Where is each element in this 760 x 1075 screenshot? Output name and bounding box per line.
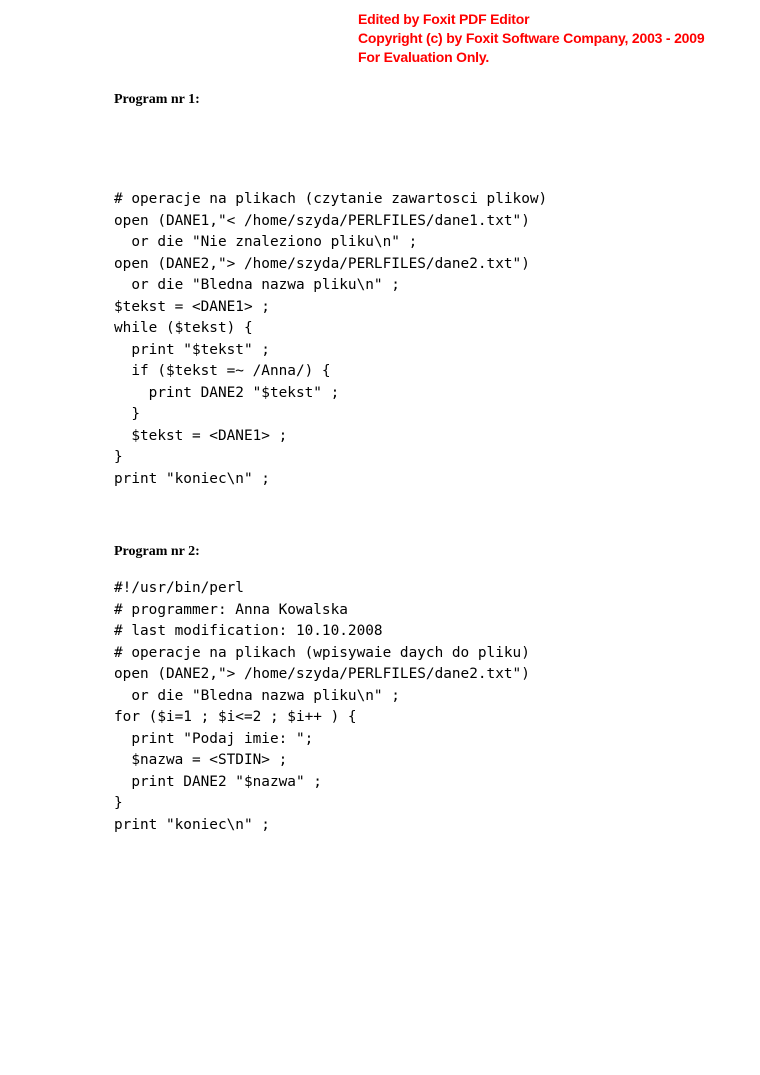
code-line: open (DANE1,"< /home/szyda/PERLFILES/dane1.txt") [114,212,530,229]
code-line: print "$tekst" ; [114,341,270,358]
program-2-code [114,578,530,836]
code-line: print "koniec\n" ; [114,470,270,487]
code-line: } [114,449,123,465]
code-line: if ($tekst =~ /Anna/) { [114,363,331,379]
code-line: while ($tekst) { [114,320,253,336]
code-line: open (DANE2,"> /home/szyda/PERLFILES/dane2.txt") [114,666,530,682]
code-line: or die "Nie znaleziono pliku\n" ; [114,234,418,250]
code-line: # operacje na plikach (wpisywaie daych do pliku) [114,644,530,661]
code-line: # operacje na plikach (czytanie zawartosci plikow) [114,191,548,207]
code-line: print DANE2 "$tekst" ; [114,384,340,401]
code-line: print "koniec\n" ; [114,816,270,833]
code-line: open (DANE2,"> /home/szyda/PERLFILES/dane2.txt") [114,255,530,272]
watermark-line-2: Copyright (c) by Foxit Software Company, 2003 - 2009 [358,30,705,46]
program-1-heading: Program nr 1: [114,92,200,107]
code-line: print DANE2 "$nazwa" ; [114,773,322,790]
code-line: $tekst = <DANE1> ; [114,298,270,315]
code-line: # last modification: 10.10.2008 [114,623,383,639]
code-line: # programmer: Anna Kowalska [114,601,348,618]
program-2-heading: Program nr 2: [114,544,200,559]
code-line: #!/usr/bin/perl [114,580,244,596]
code-line: } [114,795,123,811]
program-1-code [114,189,547,490]
watermark-line-3: For Evaluation Only. [358,49,490,65]
code-line: } [114,406,140,422]
watermark-line-1: Edited by Foxit PDF Editor [358,11,530,27]
evaluation-watermark [358,10,704,67]
code-line: $tekst = <DANE1> ; [114,427,288,444]
code-line: or die "Bledna nazwa pliku\n" ; [114,277,400,293]
code-line: or die "Bledna nazwa pliku\n" ; [114,687,400,704]
code-line: print "Podaj imie: "; [114,730,314,747]
code-line: $nazwa = <STDIN> ; [114,752,288,768]
code-line: for ($i=1 ; $i<=2 ; $i++ ) { [114,709,357,725]
